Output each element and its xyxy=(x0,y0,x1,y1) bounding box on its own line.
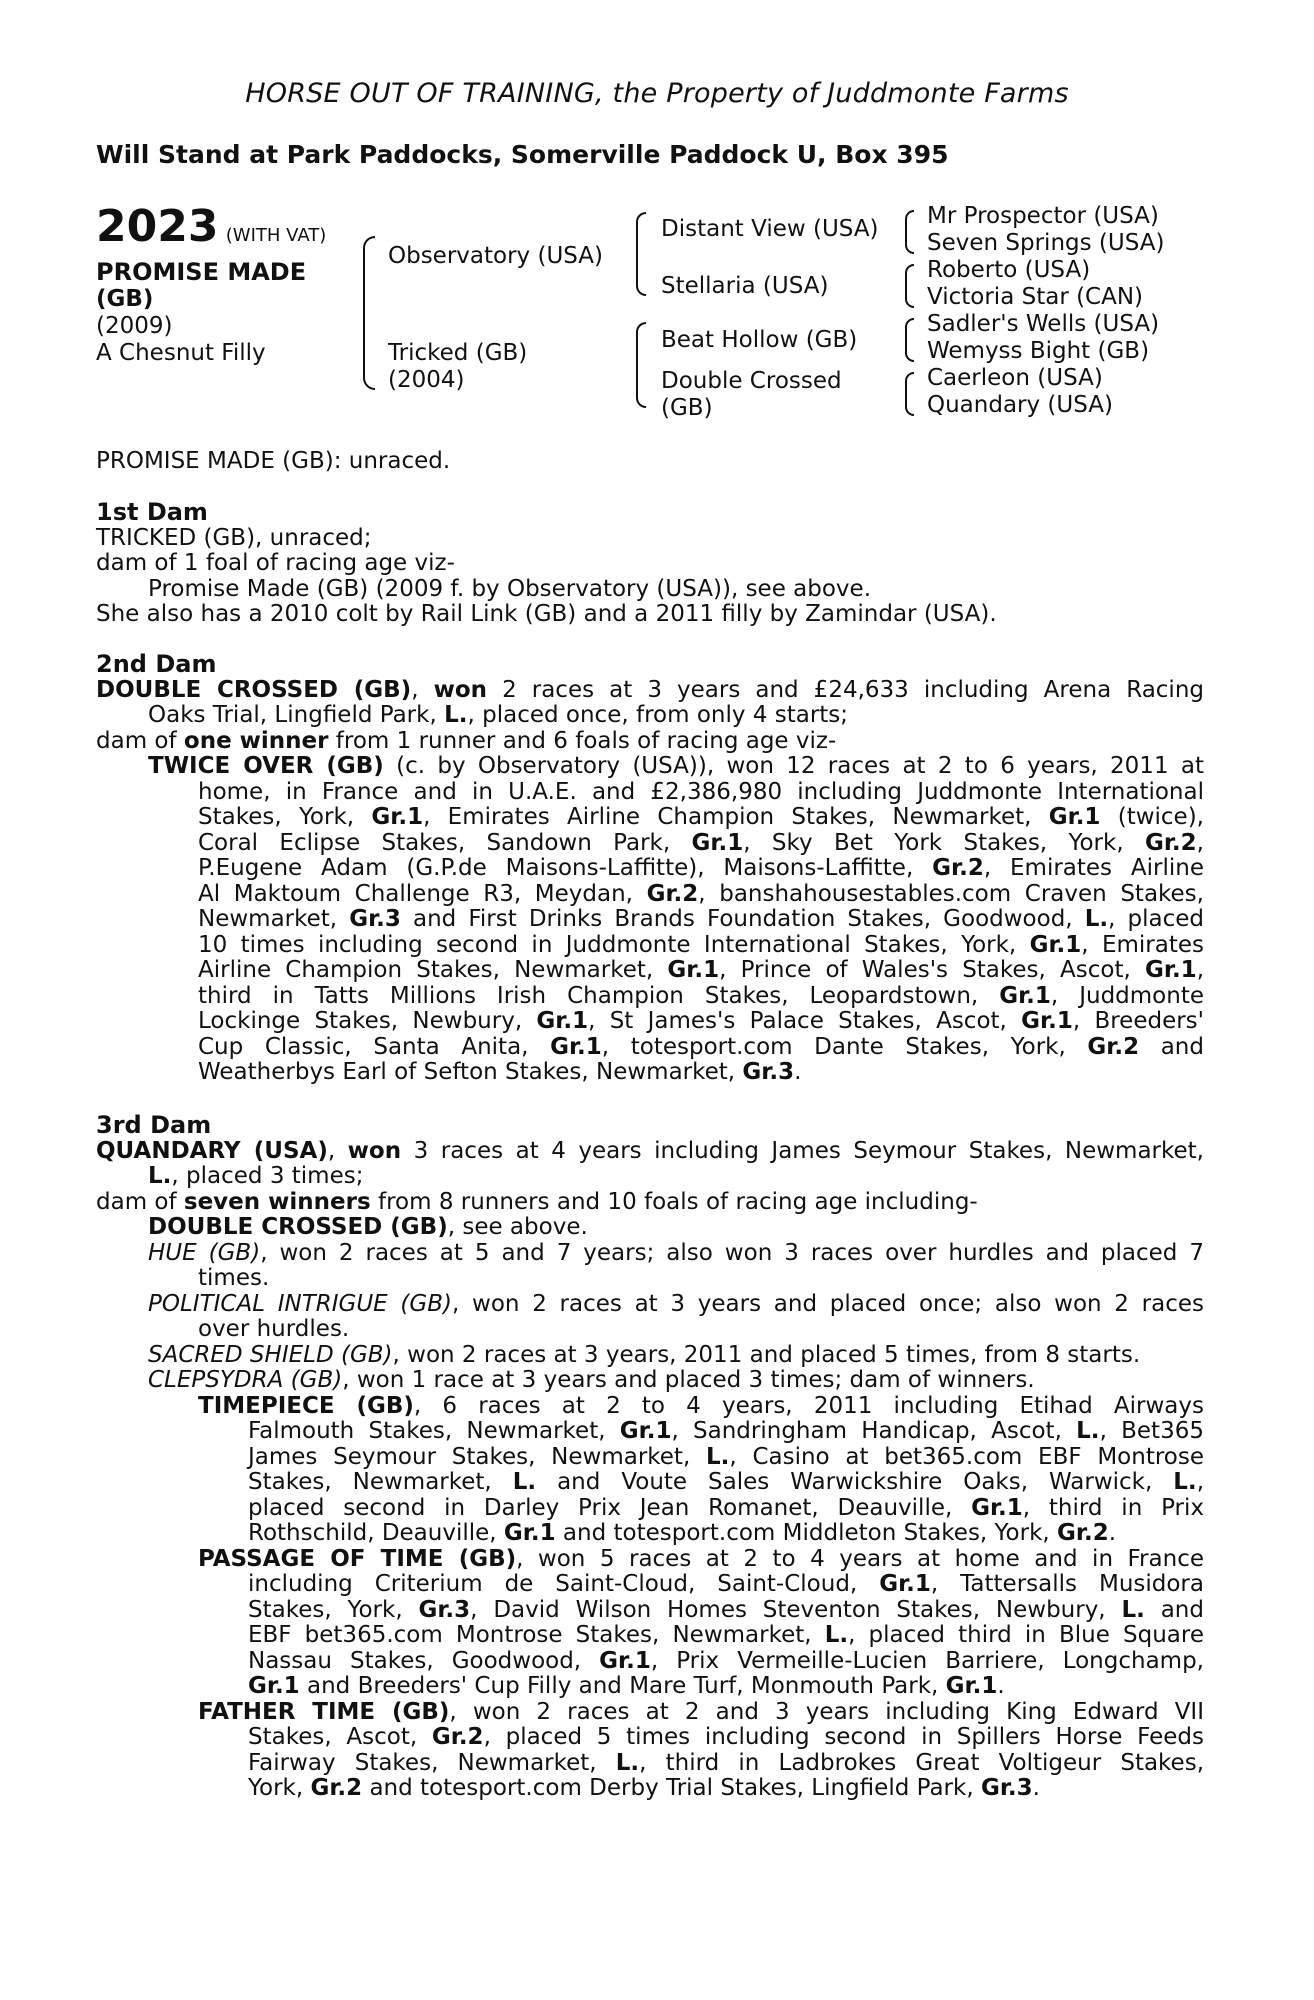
text: Coral Eclipse Stakes, Sandown Park, xyxy=(198,829,692,856)
produce-line xyxy=(96,1649,1204,1675)
text: , xyxy=(1196,957,1204,983)
text: and totesport.com Middleton Stakes, York, xyxy=(555,1520,1058,1546)
text: , third in Ladbrokes Great Voltigeur Stakes, xyxy=(639,1749,1204,1776)
pedigree-dam-year: (2004) xyxy=(388,367,465,393)
text: , 6 races at 2 to 4 years, 2011 including Etihad Airways xyxy=(413,1392,1204,1419)
produce-line xyxy=(96,1776,1204,1802)
text: . xyxy=(997,1673,1005,1699)
pedigree-g6: Wemyss Bight (GB) xyxy=(927,338,1150,364)
first-dam-line: dam of 1 foal of racing age viz- xyxy=(96,550,455,576)
first-dam-line: She also has a 2010 colt by Rail Link (GB) and a 2011 filly by Zamindar (USA). xyxy=(96,601,997,627)
text: , Juddmonte xyxy=(1050,982,1204,1009)
produce-line xyxy=(96,1035,1204,1061)
grade: Gr.1 xyxy=(1021,1008,1073,1034)
text: Stakes, Ascot, xyxy=(248,1724,432,1750)
text: James Seymour Stakes, Newmarket, xyxy=(248,1443,706,1470)
grade: Gr.1 xyxy=(550,1033,602,1060)
grade: Gr.1 xyxy=(1029,931,1082,958)
grade: Gr.1 xyxy=(536,1008,589,1034)
text: from 8 runners and 10 foals of racing age including- xyxy=(370,1188,978,1215)
produce-line xyxy=(96,1700,1204,1726)
horse-name: CLEPSYDRA (GB) xyxy=(148,1367,343,1393)
text: , Sandringham Handicap, Ascot, xyxy=(671,1418,1077,1444)
text: , placed 3 times; xyxy=(171,1163,364,1189)
grade: L. xyxy=(824,1622,849,1648)
grade: Gr.3 xyxy=(418,1596,471,1623)
foaling-year: (2009) xyxy=(96,313,173,339)
pedigree-g8: Quandary (USA) xyxy=(927,392,1113,418)
text: Stakes, Newmarket, xyxy=(248,1469,513,1495)
text: , placed xyxy=(1108,906,1204,932)
text: , won 2 races at 3 years and placed once; also won 2 races xyxy=(451,1290,1204,1317)
third-dam-heading: 3rd Dam xyxy=(96,1111,212,1139)
text: Cup Classic, Santa Anita, xyxy=(198,1033,551,1060)
grade: Gr.1 xyxy=(1048,804,1101,830)
text: . xyxy=(1108,1520,1117,1546)
lot-number: 2023 xyxy=(96,201,219,252)
produce-line xyxy=(96,1751,1204,1777)
grade: Gr.1 xyxy=(999,982,1051,1009)
grade: Gr.2 xyxy=(1057,1520,1109,1546)
first-dam-heading: 1st Dam xyxy=(96,498,208,526)
grade: Gr.3 xyxy=(742,1059,795,1085)
produce-line: home, in France and in U.A.E. and £2,386,980 including Juddmonte International xyxy=(198,778,1204,805)
produce-line xyxy=(96,1470,1204,1496)
produce-line xyxy=(96,1368,1204,1394)
unraced-note: PROMISE MADE (GB): unraced. xyxy=(96,448,451,474)
produce-line xyxy=(96,1521,1204,1547)
text: , xyxy=(1196,1469,1204,1495)
text: , Emirates Airline xyxy=(983,855,1204,881)
grade: Gr.2 xyxy=(646,880,699,907)
grade: Gr.2 xyxy=(1087,1033,1140,1060)
pedigree-brace-g4 xyxy=(905,372,914,416)
pedigree-dam-sire: Beat Hollow (GB) xyxy=(661,327,858,353)
third-dam-section xyxy=(96,1113,1204,1802)
produce-line xyxy=(96,754,1204,780)
text: , placed third in Blue Square xyxy=(848,1622,1204,1648)
text: from 1 runner and 6 foals of racing age viz- xyxy=(328,727,837,754)
horse-name: PROMISE MADE xyxy=(96,258,307,286)
produce-line xyxy=(96,882,1204,908)
text: Al Maktoum Challenge R3, Meydan, xyxy=(198,880,647,907)
produce-line xyxy=(96,933,1204,959)
pedigree-brace-g3 xyxy=(905,318,914,362)
text: Weatherbys Earl of Sefton Stakes, Newmarket, xyxy=(198,1059,743,1085)
grade: Gr.2 xyxy=(1144,829,1197,856)
text: 2 races at 3 years and £24,633 including Arena Racing xyxy=(487,676,1204,703)
text: EBF bet365.com Montrose Stakes, Newmarket, xyxy=(248,1622,825,1648)
text: Rothschild, Deauville, xyxy=(248,1520,504,1546)
grade: Gr.2 xyxy=(310,1775,363,1801)
horse-name: QUANDARY (USA) xyxy=(96,1137,328,1164)
produce-line xyxy=(96,1496,1204,1522)
grade: Gr.1 xyxy=(503,1520,556,1546)
grade: Gr.3 xyxy=(349,906,401,932)
pedigree-dam-dam-country: (GB) xyxy=(661,395,713,421)
text-bold: won xyxy=(433,676,488,703)
text: . xyxy=(1032,1775,1040,1801)
produce-line xyxy=(96,1674,1204,1700)
text: and Breeders' Cup Filly and Mare Turf, Monmouth Park, xyxy=(299,1673,946,1699)
stand-location: Will Stand at Park Paddocks, Somerville Paddock U, Box 395 xyxy=(96,140,949,169)
text: and First Drinks Brands Foundation Stakes, Goodwood, xyxy=(400,906,1085,932)
produce-line xyxy=(96,1725,1204,1751)
pedigree-brace-g2 xyxy=(905,264,914,308)
second-dam-line xyxy=(96,678,1204,704)
grade: L. xyxy=(1084,906,1109,932)
text: , won 2 races at 3 years, 2011 and placed 5 times, from 8 starts. xyxy=(392,1341,1141,1368)
text: , won 2 races at 5 and 7 years; also won 3 races over hurdles and placed 7 xyxy=(260,1239,1204,1266)
horse-name-country: (GB) xyxy=(96,286,154,312)
text: , xyxy=(1196,829,1204,856)
text: Fairway Stakes, Newmarket, xyxy=(248,1749,616,1776)
text: (c. by Observatory (USA)), won 12 races at 2 to 6 years, 2011 at xyxy=(383,753,1204,779)
text: dam of xyxy=(96,727,184,754)
produce-line xyxy=(96,907,1204,933)
second-dam-line xyxy=(96,729,1204,755)
text: , xyxy=(411,676,434,703)
text: , Breeders' xyxy=(1072,1008,1204,1034)
first-dam-section xyxy=(96,500,1204,628)
produce-line xyxy=(96,831,1204,857)
grade: Gr.1 xyxy=(667,957,720,983)
text: P.Eugene Adam (G.P.de Maisons-Laffitte), Maisons-Laffitte, xyxy=(198,855,933,881)
produce-line xyxy=(96,1060,1204,1086)
first-dam-produce: Promise Made (GB) (2009 f. by Observatory (USA)), see above. xyxy=(148,575,872,602)
text: , Prince of Wales's Stakes, Ascot, xyxy=(719,957,1145,983)
produce-line xyxy=(96,1215,1204,1241)
text: , placed 5 times including second in Spillers Horse Feeds xyxy=(483,1724,1204,1750)
text: , St James's Palace Stakes, Ascot, xyxy=(588,1008,1022,1034)
grade: Gr.2 xyxy=(932,855,984,881)
produce-line xyxy=(96,1445,1204,1471)
grade: Gr.1 xyxy=(599,1647,651,1674)
horse-name: TWICE OVER (GB) xyxy=(148,753,384,779)
horse-name: DOUBLE CROSSED (GB) xyxy=(148,1214,448,1240)
text: , xyxy=(327,1137,348,1164)
text: , see above. xyxy=(447,1214,588,1240)
grade: L. xyxy=(1121,1596,1145,1623)
horse-description: A Chesnut Filly xyxy=(96,340,266,366)
text: , third in Prix xyxy=(1022,1494,1204,1521)
second-dam-line xyxy=(96,703,1204,729)
pedigree-sire: Observatory (USA) xyxy=(388,243,604,269)
pedigree-g2: Seven Springs (USA) xyxy=(927,230,1165,256)
grade: Gr.1 xyxy=(879,1571,931,1597)
pedigree-g5: Sadler's Wells (USA) xyxy=(927,311,1160,337)
grade: L. xyxy=(148,1163,172,1189)
text: , Sky Bet York Stakes, York, xyxy=(743,829,1145,856)
text: Airline Champion Stakes, Newmarket, xyxy=(198,957,668,983)
text: Stakes, York, xyxy=(198,804,372,830)
produce-line xyxy=(96,1598,1204,1624)
second-dam-heading: 2nd Dam xyxy=(96,650,217,678)
grade: Gr.1 xyxy=(691,829,744,856)
lot-info xyxy=(96,201,356,367)
horse-name: DOUBLE CROSSED (GB) xyxy=(96,676,412,703)
produce-line xyxy=(96,1419,1204,1445)
grade: L. xyxy=(512,1469,537,1495)
text-bold: seven winners xyxy=(183,1188,371,1215)
text: York, xyxy=(248,1775,311,1801)
pedigree-g7: Caerleon (USA) xyxy=(927,365,1103,391)
text: and xyxy=(1144,1596,1204,1623)
text: 3 races at 4 years including James Seymour Stakes, Newmarket, xyxy=(401,1137,1204,1164)
text: , David Wilson Homes Steventon Stakes, Newbury, xyxy=(470,1596,1122,1623)
text-bold: won xyxy=(347,1137,402,1164)
pedigree-brace-sire xyxy=(636,212,646,296)
text: Oaks Trial, Lingfield Park, xyxy=(148,702,445,728)
grade: Gr.1 xyxy=(1145,957,1197,983)
grade: Gr.2 xyxy=(431,1724,484,1750)
text: including Criterium de Saint-Cloud, Saint-Cloud, xyxy=(248,1571,880,1597)
grade: Gr.1 xyxy=(248,1673,300,1699)
text: , Casino at bet365.com EBF Montrose xyxy=(729,1443,1204,1470)
horse-name: HUE (GB) xyxy=(148,1239,261,1266)
text: dam of xyxy=(96,1188,184,1215)
produce-line: over hurdles. xyxy=(198,1316,350,1342)
text: 10 times including second in Juddmonte International Stakes, York, xyxy=(198,931,1030,958)
horse-name: PASSAGE OF TIME (GB) xyxy=(198,1545,517,1572)
text: . xyxy=(794,1059,802,1085)
pedigree-dam: Tricked (GB) xyxy=(388,340,528,366)
pedigree-sire-dam: Stellaria (USA) xyxy=(661,273,829,299)
text: third in Tatts Millions Irish Champion Stakes, Leopardstown, xyxy=(198,982,1000,1009)
produce-line xyxy=(96,1343,1204,1369)
text: , banshahousestables.com Craven Stakes, xyxy=(698,880,1204,907)
grade: L. xyxy=(1173,1469,1197,1495)
page-title: HORSE OUT OF TRAINING, the Property of Juddmonte Farms xyxy=(245,78,1069,109)
pedigree-sire-sire: Distant View (USA) xyxy=(661,216,879,242)
produce-line xyxy=(96,1547,1204,1573)
pedigree-g4: Victoria Star (CAN) xyxy=(927,284,1144,310)
text: , won 5 races at 2 to 4 years at home and in France xyxy=(516,1545,1204,1572)
produce-line xyxy=(96,1572,1204,1598)
pedigree-g1: Mr Prospector (USA) xyxy=(927,203,1159,229)
text: Falmouth Stakes, Newmarket, xyxy=(248,1418,620,1444)
text: , totesport.com Dante Stakes, York, xyxy=(601,1033,1088,1060)
grade: L. xyxy=(444,702,468,728)
grade: Gr.3 xyxy=(980,1775,1033,1801)
pedigree-brace-g1 xyxy=(905,210,914,254)
first-dam-line: TRICKED (GB), unraced; xyxy=(96,524,372,551)
text: and xyxy=(1139,1033,1204,1060)
produce-line xyxy=(96,856,1204,882)
text: Newmarket, xyxy=(198,906,350,932)
text: Stakes, York, xyxy=(248,1596,419,1623)
third-dam-line xyxy=(96,1139,1204,1165)
produce-line xyxy=(96,958,1204,984)
grade: L. xyxy=(1076,1418,1100,1444)
horse-name: SACRED SHIELD (GB) xyxy=(148,1341,393,1368)
pedigree-brace-main xyxy=(363,236,375,390)
produce-line xyxy=(96,984,1204,1010)
second-dam-section xyxy=(96,652,1204,1086)
produce-line xyxy=(96,1009,1204,1035)
pedigree-g3: Roberto (USA) xyxy=(927,257,1091,283)
text: , Emirates xyxy=(1081,931,1204,958)
produce-line: times. xyxy=(198,1265,270,1291)
grade: Gr.1 xyxy=(371,804,424,830)
text: , won 1 race at 3 years and placed 3 times; dam of winners. xyxy=(342,1367,1035,1393)
pedigree-brace-dam xyxy=(636,322,646,408)
third-dam-line xyxy=(96,1190,1204,1216)
text: , Prix Vermeille-Lucien Barriere, Longchamp, xyxy=(650,1647,1204,1674)
vat-note: (WITH VAT) xyxy=(225,225,327,246)
pedigree-dam-dam: Double Crossed xyxy=(661,368,842,394)
produce-line xyxy=(96,1292,1204,1318)
text: Nassau Stakes, Goodwood, xyxy=(248,1647,600,1674)
text: , won 2 races at 2 and 3 years including King Edward VII xyxy=(449,1698,1205,1725)
grade: L. xyxy=(615,1749,640,1776)
produce-line xyxy=(96,1241,1204,1267)
text: , placed once, from only 4 starts; xyxy=(467,702,849,728)
text: (twice), xyxy=(1100,804,1204,830)
third-dam-line xyxy=(96,1164,1204,1190)
text: and totesport.com Derby Trial Stakes, Lingfield Park, xyxy=(362,1775,981,1801)
produce-line xyxy=(96,1623,1204,1649)
text: and Voute Sales Warwickshire Oaks, Warwick, xyxy=(536,1469,1174,1495)
text: , Tattersalls Musidora xyxy=(930,1571,1204,1597)
text: Lockinge Stakes, Newbury, xyxy=(198,1008,537,1034)
produce-line xyxy=(96,1394,1204,1420)
text: , Bet365 xyxy=(1099,1418,1204,1444)
text-bold: one winner xyxy=(183,727,329,754)
grade: Gr.1 xyxy=(619,1418,672,1444)
horse-name: FATHER TIME (GB) xyxy=(198,1698,450,1725)
produce-line xyxy=(96,805,1204,831)
horse-name: POLITICAL INTRIGUE (GB) xyxy=(148,1290,452,1317)
grade: Gr.1 xyxy=(971,1494,1023,1521)
text: placed second in Darley Prix Jean Romanet, Deauville, xyxy=(248,1494,972,1521)
grade: Gr.1 xyxy=(945,1673,998,1699)
horse-name: TIMEPIECE (GB) xyxy=(198,1392,414,1419)
text: , Emirates Airline Champion Stakes, Newmarket, xyxy=(423,804,1049,830)
grade: L. xyxy=(706,1443,730,1470)
